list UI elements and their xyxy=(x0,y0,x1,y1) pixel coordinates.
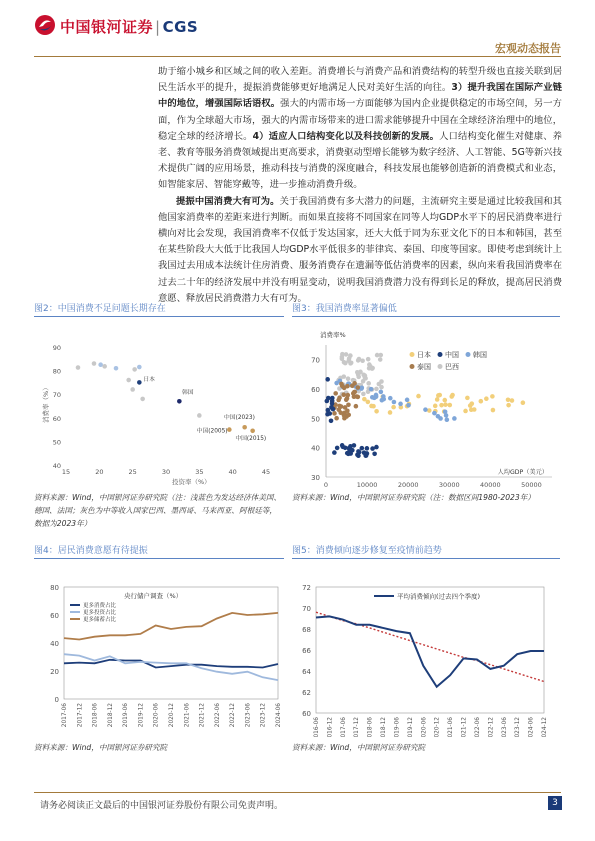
x-tick-label: 2022-12 xyxy=(488,717,495,737)
scatter-point xyxy=(345,384,350,389)
y-tick-label: 40 xyxy=(52,462,61,470)
scatter-point xyxy=(76,365,81,370)
y-tick-label: 40 xyxy=(311,444,320,453)
figure-3 xyxy=(292,302,560,504)
x-tick-label: 2017-12 xyxy=(354,717,361,737)
scatter-point xyxy=(484,396,489,401)
x-tick-label: 35 xyxy=(195,468,204,476)
report-type: 宏观动态报告 xyxy=(495,42,561,55)
scatter-point xyxy=(140,397,145,402)
legend-marker xyxy=(466,352,471,357)
x-tick-label: 2021-12 xyxy=(461,717,468,737)
scatter-point xyxy=(491,408,496,413)
y-tick-label: 90 xyxy=(52,344,61,352)
scatter-point xyxy=(250,428,255,433)
scatter-point xyxy=(336,407,341,412)
scatter-point xyxy=(330,399,335,404)
logo-icon xyxy=(34,14,56,36)
scatter-point xyxy=(364,453,369,458)
x-tick-label: 2019-06 xyxy=(123,703,130,728)
y-axis-label: 消费率（%） xyxy=(42,384,50,423)
figure-3-source: 资料来源：Wind，中国银河证券研究院（注：数据区间1980-2023年） xyxy=(292,493,535,502)
scatter-point xyxy=(374,394,379,399)
x-tick-label: 2018-06 xyxy=(92,703,99,728)
legend-label: 更多消费占比 xyxy=(83,603,117,609)
point-annotation: 中国(2023) xyxy=(224,414,255,421)
figure-3-title: 图3：我国消费率显著偏低 xyxy=(292,302,560,317)
x-tick-label: 40000 xyxy=(480,481,501,487)
figure-3-chart xyxy=(292,317,560,487)
scatter-point xyxy=(468,403,473,408)
x-tick-label: 45 xyxy=(261,468,271,476)
y-tick-label: 70 xyxy=(52,391,61,400)
x-tick-label: 2017-12 xyxy=(77,703,84,728)
legend-label: 韩国 xyxy=(473,351,487,359)
scatter-point xyxy=(336,398,341,403)
y-tick-label: 60 xyxy=(302,710,311,718)
scatter-point xyxy=(374,387,379,392)
x-tick-label: 2021-06 xyxy=(448,717,455,737)
x-axis-label: 投资率（%） xyxy=(171,478,211,486)
scatter-point xyxy=(435,397,440,402)
y-tick-label: 80 xyxy=(52,367,61,376)
paragraph-1: 助于缩小城乡和区域之间的收入差距。消费增长与消费产品和消费结构的转型升级也直接关联到居民生活水平的提升，提振消费能够更好地满足人民对美好生活的向往。3）提升我国在国际产业链中的地位，增强国际话语权。强大的内需市场一方面能够为国内企业提供稳定的市场空间，另一方面，作为全球超大市场，强大的内需市场带来的进口需求能够提升中国在全球经济治理中的地位，稳定全球的经济增长。4）适应人口结构变化以及科技创新的发展。人口结构变化催生对健康、养老、教育等服务消费领域提出更高要求，消费驱动型增长能够为数字经济、人工智能、5G等新兴技术提供广阔的应用场景，推动科技与消费的深度融合，科技发展也能够创造新的消费模式和业态，如智能家居、智能穿戴等，进一步推动消费升级。 xyxy=(158,66,562,191)
scatter-point xyxy=(332,450,337,455)
x-tick-label: 0 xyxy=(323,481,329,487)
figure-2-title: 图2：中国消费不足问题长期存在 xyxy=(34,302,284,317)
scatter-point xyxy=(334,416,339,421)
scatter-point xyxy=(463,409,468,414)
figure-4-source: 资料来源：Wind，中国银河证券研究院 xyxy=(34,743,168,752)
scatter-point xyxy=(137,380,142,385)
x-tick-label: 2016-12 xyxy=(327,717,334,737)
scatter-point xyxy=(380,398,385,403)
x-tick-label: 2020-06 xyxy=(153,703,160,728)
figure-2-chart xyxy=(34,317,284,487)
x-tick-label: 2019-06 xyxy=(394,717,401,737)
point-annotation: 日本 xyxy=(143,377,155,384)
y-tick-label: 50 xyxy=(52,438,61,447)
x-tick-label: 20000 xyxy=(397,481,419,487)
x-tick-label: 2023-06 xyxy=(501,717,508,737)
scatter-point xyxy=(439,403,444,408)
y-tick-label: 20 xyxy=(50,668,59,676)
scatter-point xyxy=(427,408,432,413)
x-tick-label: 2022-12 xyxy=(230,703,237,728)
paragraph-2: 提振中国消费大有可为。关于我国消费有多大潜力的问题，主流研究主要是通过比较我国和其他国家消费率的差距来进行判断。而如果直接将不同国家在同等人均GDP水平下的居民消费率进行横向对比会发现，我国消费率不仅低于发达国家，还大大低于同为东亚文化下的日本和韩国，甚至在某些阶段大大低于比我国人均GDP水平低很多的菲律宾、泰国、印度等国家。即使考虑到统计上我国过去用成本法统计住房消费、服务消费存在遗漏等低估消费率的因素，纵向来看我国消费率在过去二十年的经济发展中并没有明显变动，说明我国消费潜力没有得到长足的释放，提高居民消费意愿、释放居民消费潜力大有可为。 xyxy=(158,195,562,304)
scatter-point xyxy=(347,446,352,451)
scatter-point xyxy=(346,393,351,398)
x-tick-label: 50000 xyxy=(521,481,542,487)
scatter-point xyxy=(342,360,347,365)
scatter-point xyxy=(416,394,421,399)
scatter-point xyxy=(345,408,350,413)
legend-label: 中国 xyxy=(445,351,459,359)
scatter-point xyxy=(361,392,366,397)
x-tick-label: 2023-12 xyxy=(515,717,522,737)
y-tick-label: 64 xyxy=(302,668,311,676)
y-tick-label: 70 xyxy=(302,605,311,613)
scatter-point xyxy=(102,364,107,369)
x-tick-label: 2019-12 xyxy=(407,717,414,737)
legend-marker xyxy=(410,364,415,369)
scatter-point xyxy=(398,402,403,407)
figure-4 xyxy=(34,544,284,754)
x-tick-label: 15 xyxy=(61,468,71,476)
legend-label: 更多储蓄占比 xyxy=(83,617,117,623)
scatter-point xyxy=(330,407,335,412)
figure-4-chart xyxy=(34,559,284,737)
scatter-point xyxy=(365,446,370,451)
logo-text: 中国银河证券 | CGS xyxy=(60,18,199,36)
scatter-point xyxy=(366,381,371,386)
scatter-point xyxy=(177,399,182,404)
figure-5-source: 资料来源：Wind，中国银河证券研究院 xyxy=(292,743,426,752)
scatter-point xyxy=(521,400,526,405)
scatter-point xyxy=(375,353,380,358)
scatter-point xyxy=(442,398,447,403)
scatter-point xyxy=(445,417,450,422)
scatter-point xyxy=(437,393,442,398)
scatter-point xyxy=(405,398,410,403)
y-tick-label: 0 xyxy=(54,696,59,704)
legend-label: 泰国 xyxy=(417,363,431,371)
scatter-point xyxy=(379,390,384,395)
chart-annotation: 央行储户调查（%） xyxy=(124,592,183,600)
scatter-point xyxy=(132,367,137,372)
y-tick-label: 60 xyxy=(50,612,59,620)
y-tick-label: 70 xyxy=(311,356,320,365)
scatter-point xyxy=(356,375,361,380)
plot-frame xyxy=(316,587,544,713)
legend-label: 巴西 xyxy=(445,363,459,371)
scatter-point xyxy=(342,416,347,421)
legend-label: 更多投资占比 xyxy=(83,610,117,616)
scatter-point xyxy=(346,358,351,363)
legend-marker xyxy=(438,364,443,369)
x-tick-label: 2024-06 xyxy=(528,717,535,737)
scatter-point xyxy=(339,382,344,387)
x-tick-label: 2022-06 xyxy=(474,717,481,737)
scatter-point xyxy=(329,418,334,423)
scatter-point xyxy=(369,387,374,392)
y-tick-label: 80 xyxy=(50,584,59,592)
scatter-point xyxy=(432,411,437,416)
scatter-point xyxy=(326,396,331,401)
legend-label: 平均消费倾向(过去四个季度) xyxy=(397,592,481,601)
scatter-point xyxy=(341,392,346,397)
scatter-point xyxy=(506,397,511,402)
x-tick-label: 10000 xyxy=(356,481,378,487)
scatter-point xyxy=(356,385,361,390)
scatter-point xyxy=(447,403,452,408)
scatter-point xyxy=(352,394,357,399)
scatter-point xyxy=(346,376,351,381)
scatter-point xyxy=(366,357,371,362)
scatter-point xyxy=(450,393,455,398)
figure-5 xyxy=(292,544,560,754)
x-tick-label: 20 xyxy=(95,468,104,476)
x-tick-label: 30000 xyxy=(438,481,460,487)
x-tick-label: 2017-06 xyxy=(62,703,68,728)
figure-2-source: 资料来源：Wind，中国银河证券研究院（注：浅蓝色为发达经济体美国、德国、法国；灰色为中等收入国家巴西、墨西哥、马来西亚、阿根廷等，数据为2023年） xyxy=(34,493,282,528)
x-tick-label: 2017-06 xyxy=(340,717,347,737)
x-tick-label: 2019-12 xyxy=(138,703,145,728)
x-tick-label: 2024-12 xyxy=(542,717,548,737)
legend-marker xyxy=(410,352,415,357)
x-tick-label: 2020-12 xyxy=(434,717,441,737)
scatter-point xyxy=(335,446,340,451)
x-tick-label: 2024-06 xyxy=(276,703,282,728)
scatter-point xyxy=(443,409,448,414)
scatter-point xyxy=(227,427,232,432)
scatter-point xyxy=(137,365,142,370)
scatter-point xyxy=(438,416,443,421)
legend-marker xyxy=(438,352,443,357)
scatter-point xyxy=(333,391,338,396)
y-tick-label: 62 xyxy=(302,689,311,697)
scatter-point xyxy=(369,404,374,409)
x-tick-label: 2018-12 xyxy=(381,717,388,737)
body-text xyxy=(158,64,562,307)
x-tick-label: 25 xyxy=(128,468,137,476)
scatter-point xyxy=(392,400,397,405)
figure-5-title: 图5：消费倾向逐步修复至疫情前趋势 xyxy=(292,544,560,559)
scatter-point xyxy=(388,396,393,401)
scatter-point xyxy=(472,407,477,412)
scatter-point xyxy=(433,404,438,409)
legend-label: 日本 xyxy=(417,351,431,359)
scatter-point xyxy=(197,413,202,418)
point-annotation: 中国(2015) xyxy=(235,436,267,443)
scatter-point xyxy=(506,403,511,408)
scatter-point xyxy=(366,400,371,405)
scatter-point xyxy=(465,396,470,401)
scatter-point xyxy=(452,416,457,421)
figure-4-title: 图4：居民消费意愿有待提振 xyxy=(34,544,284,559)
y-tick-label: 40 xyxy=(50,640,59,648)
x-tick-label: 2020-12 xyxy=(169,703,175,728)
footer-divider xyxy=(34,792,561,793)
scatter-point xyxy=(377,382,382,387)
x-tick-label: 2020-06 xyxy=(421,717,428,737)
scatter-point xyxy=(510,398,515,403)
scatter-point xyxy=(114,366,119,371)
y-tick-label: 66 xyxy=(302,647,311,655)
scatter-point xyxy=(332,411,337,416)
x-tick-label: 2023-06 xyxy=(245,703,252,728)
scatter-point xyxy=(356,395,361,400)
scatter-point xyxy=(378,357,383,362)
scatter-point xyxy=(388,410,393,415)
point-annotation: 中国(2005) xyxy=(196,428,228,435)
x-tick-label: 2016-06 xyxy=(314,717,320,737)
x-tick-label: 2018-06 xyxy=(367,717,374,737)
x-tick-label: 30 xyxy=(161,468,171,476)
x-tick-label: 2023-12 xyxy=(260,703,267,728)
scatter-point xyxy=(348,353,353,358)
y-tick-label: 72 xyxy=(302,584,311,592)
y-axis-label: 消费率% xyxy=(320,331,346,339)
scatter-point xyxy=(368,364,373,369)
scatter-point xyxy=(374,409,379,414)
scatter-point xyxy=(391,405,396,410)
scatter-point xyxy=(92,361,97,366)
scatter-point xyxy=(490,394,495,399)
point-annotation: 韩国 xyxy=(182,390,194,397)
x-tick-label: 2022-06 xyxy=(214,703,221,728)
header-divider xyxy=(34,56,561,57)
x-tick-label: 2021-06 xyxy=(184,703,191,728)
scatter-point xyxy=(356,449,361,454)
y-tick-label: 60 xyxy=(52,414,61,423)
scatter-point xyxy=(406,403,411,408)
scatter-point xyxy=(344,397,349,402)
figure-2 xyxy=(34,302,284,530)
scatter-point xyxy=(479,399,484,404)
scatter-point xyxy=(242,425,247,430)
scatter-point xyxy=(327,411,332,416)
scatter-point xyxy=(360,358,365,363)
scatter-point xyxy=(374,445,379,450)
scatter-point xyxy=(360,446,365,451)
scatter-point xyxy=(372,451,377,456)
scatter-point xyxy=(346,413,351,418)
scatter-point xyxy=(98,362,103,367)
scatter-point xyxy=(340,352,345,357)
scatter-point xyxy=(353,390,358,395)
series-line xyxy=(316,616,544,686)
figure-5-chart xyxy=(292,559,560,737)
x-tick-label: 2018-12 xyxy=(107,703,114,728)
footer-disclaimer: 请务必阅读正文最后的中国银河证券股份有限公司免责声明。 xyxy=(40,801,284,811)
scatter-point xyxy=(130,387,135,392)
scatter-point xyxy=(354,404,359,409)
y-tick-label: 50 xyxy=(311,415,320,424)
scatter-point xyxy=(423,407,428,412)
x-tick-label: 40 xyxy=(228,468,237,476)
scatter-point xyxy=(325,377,330,382)
y-tick-label: 30 xyxy=(311,474,320,482)
scatter-point xyxy=(363,373,368,378)
scatter-point xyxy=(443,402,448,407)
x-axis-label: 人均GDP（美元） xyxy=(497,469,548,476)
y-tick-label: 68 xyxy=(302,626,311,634)
x-tick-label: 2021-12 xyxy=(199,703,206,728)
scatter-point xyxy=(126,378,131,383)
page-number: 3 xyxy=(548,796,562,810)
scatter-point xyxy=(352,381,357,386)
y-tick-label: 60 xyxy=(311,386,320,394)
